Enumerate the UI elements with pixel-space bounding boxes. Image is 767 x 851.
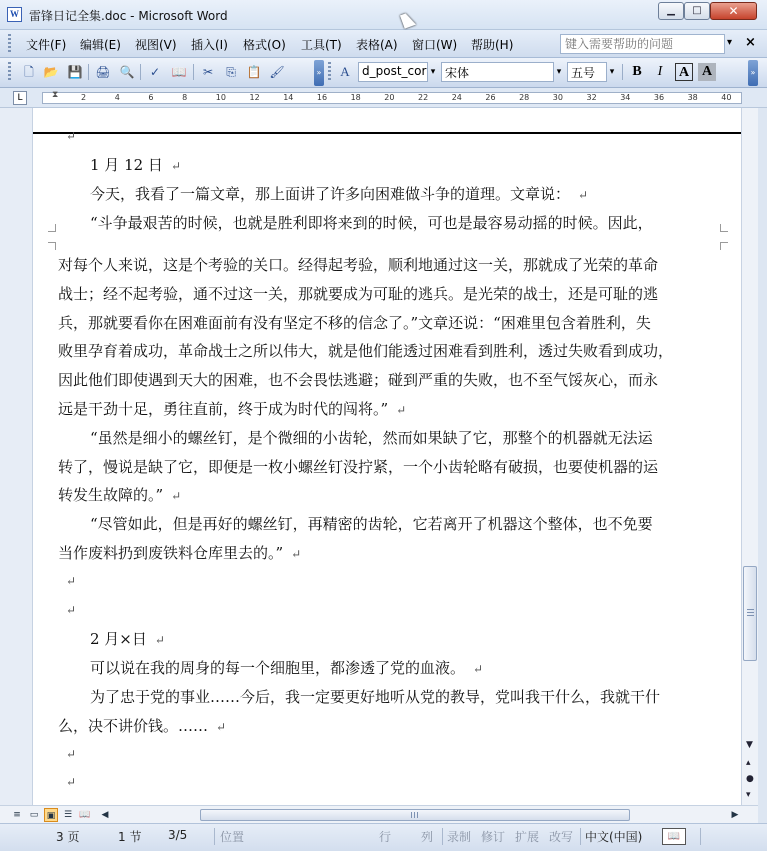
ruler-number: 22	[418, 93, 429, 102]
ruler-number: 4	[114, 93, 120, 102]
document-line	[90, 427, 653, 448]
style-combo[interactable]: d_post_cor	[358, 62, 428, 82]
scroll-right-icon[interactable]: ▶	[731, 810, 739, 820]
status-language[interactable]: 中文(中国)	[585, 830, 643, 844]
ruler-number: 36	[653, 93, 665, 102]
ruler-numbers	[43, 93, 741, 103]
format-painter-icon[interactable]: 🖌	[269, 65, 285, 79]
vertical-scroll-thumb[interactable]	[743, 566, 757, 661]
scroll-down-icon[interactable]: ▼	[746, 740, 753, 750]
line-text: 兵，那就要看你在困难面前有没有坚定不移的信念了。”文章还说：“困难里包含着胜利，失	[58, 313, 651, 332]
select-browse-object-icon[interactable]: ●	[746, 774, 754, 784]
menu-table[interactable]: 表格(A)	[356, 38, 398, 52]
document-line	[58, 340, 673, 361]
page-corner-mark	[720, 224, 728, 232]
font-size-dropdown-icon[interactable]: ▾	[609, 67, 615, 77]
ruler-number: 10	[215, 93, 226, 102]
help-dropdown-icon[interactable]: ▾	[727, 37, 733, 48]
status-separator	[214, 828, 215, 845]
paragraph-mark-icon: ↵	[66, 602, 77, 617]
open-icon[interactable]: 📂	[43, 65, 59, 79]
document-line	[90, 183, 588, 204]
line-text: 远是干劲十足，勇往直前，终于成为时代的闯将。”	[58, 400, 389, 418]
tab-stop-selector[interactable]: L	[13, 91, 27, 105]
document-line	[58, 715, 226, 736]
status-separator	[442, 828, 443, 845]
reading-layout-icon[interactable]: 📖	[79, 810, 91, 820]
document-line	[90, 628, 165, 649]
line-text: 2 月×日	[90, 630, 147, 649]
normal-view-icon[interactable]: ≡	[13, 810, 21, 820]
status-section[interactable]: 1 节	[118, 830, 142, 844]
ruler-number: 8	[182, 93, 188, 102]
line-text: 可以说在我的周身的每一个细胞里，都渗透了党的血液。	[90, 659, 466, 678]
menu-window[interactable]: 窗口(W)	[412, 38, 458, 52]
status-record[interactable]: 录制	[447, 830, 472, 844]
status-line[interactable]: 行	[379, 830, 392, 844]
styles-formatting-icon[interactable]: A	[340, 64, 350, 79]
ruler-number: 6	[148, 93, 154, 102]
outline-view-icon[interactable]: ☰	[63, 810, 73, 820]
status-extend[interactable]: 扩展	[515, 830, 540, 844]
paste-icon[interactable]: 📋	[246, 65, 262, 79]
document-line	[58, 772, 76, 790]
document-line	[58, 571, 76, 589]
ruler-number: 20	[384, 93, 395, 102]
character-shading-button[interactable]: A	[698, 63, 716, 81]
menu-grip-icon[interactable]	[8, 34, 11, 52]
line-text: 败里孕育着成功，革命战士之所以伟大，就是他们能透过困难看到胜利，透过失败看到成功，	[58, 342, 674, 361]
paragraph-mark-icon: ↵	[396, 403, 407, 417]
menu-insert[interactable]: 插入(I)	[191, 38, 228, 52]
style-dropdown-icon[interactable]: ▾	[430, 67, 436, 77]
status-separator	[700, 828, 701, 845]
paragraph-mark-icon: ↵	[66, 129, 77, 143]
menu-view[interactable]: 视图(V)	[135, 38, 177, 52]
document-line	[58, 484, 181, 505]
page-corner-mark	[48, 224, 56, 232]
menu-file[interactable]: 文件(F)	[26, 38, 67, 52]
paragraph-mark-icon: ↵	[291, 547, 302, 561]
document-line	[58, 312, 651, 333]
document-line	[58, 398, 406, 419]
ruler-number: 34	[620, 93, 631, 102]
font-dropdown-icon[interactable]: ▾	[556, 67, 562, 77]
ruler-number: 26	[485, 93, 496, 102]
ruler-number: 32	[586, 93, 597, 102]
maximize-button[interactable]: □	[684, 2, 710, 20]
vertical-scrollbar[interactable]	[741, 108, 758, 805]
line-text: 1 月 12 日	[90, 156, 163, 174]
title-bar	[0, 0, 767, 30]
document-line	[58, 456, 658, 477]
ruler-bar	[0, 88, 767, 108]
toolbar	[0, 58, 767, 88]
line-text: “斗争最艰苦的时候，也就是胜利即将来到的时候，可也是最容易动摇的时候。因此，	[90, 214, 653, 232]
document-left-margin	[0, 108, 33, 805]
character-border-button[interactable]: A	[675, 63, 693, 81]
horizontal-scrollbar[interactable]	[0, 805, 758, 823]
ruler-number: 28	[519, 93, 530, 102]
font-size-combo[interactable]: 五号	[567, 62, 607, 82]
research-icon[interactable]: 📖	[171, 65, 187, 79]
cut-icon[interactable]: ✂	[202, 65, 214, 79]
ruler-number: 16	[316, 93, 328, 102]
line-text: 战士；经不起考验，通不过这一关，那就要成为可耻的逃兵。是光荣的战士，还是可耻的逃	[58, 284, 659, 303]
document-line	[58, 744, 76, 762]
print-preview-icon[interactable]: 🔍	[119, 65, 135, 79]
scroll-grip-icon	[411, 812, 420, 818]
status-position[interactable]: 位置	[220, 830, 245, 844]
italic-button[interactable]: I	[657, 64, 663, 79]
ruler-number: 2	[81, 93, 87, 102]
format-toolbar-options-button[interactable]: »	[748, 60, 758, 86]
line-text: 当作废料扔到废铁料仓库里去的。”	[58, 544, 284, 562]
spelling-icon[interactable]: ✓	[149, 65, 161, 79]
ruler-number: 30	[552, 93, 563, 102]
document-line	[90, 686, 660, 707]
document-line	[58, 283, 658, 304]
toolbar-separator	[193, 64, 194, 80]
new-icon[interactable]: 🗋	[24, 65, 34, 79]
line-text: 么，决不讲价钱。……	[58, 716, 209, 735]
previous-page-icon[interactable]: ▴	[746, 758, 751, 768]
line-text: “尽管如此，但是再好的螺丝钉，再精密的齿轮，它若离开了机器这个整体，也不免要	[90, 515, 653, 534]
page-break-line	[33, 132, 741, 134]
menu-bar	[0, 30, 767, 58]
toolbar-separator	[622, 64, 623, 80]
document-line	[90, 212, 653, 233]
paragraph-mark-icon: ↵	[66, 775, 77, 790]
ruler-number: 38	[687, 93, 698, 102]
document-line	[90, 513, 653, 534]
document-line	[90, 657, 483, 678]
paragraph-mark-icon: ↵	[170, 159, 181, 173]
page-corner-mark	[48, 242, 56, 250]
status-page[interactable]: 3 页	[56, 830, 80, 844]
toolbar-separator	[88, 64, 89, 80]
spelling-status-icon[interactable]: 📖	[662, 828, 686, 845]
document-line	[58, 600, 76, 618]
window-title: 雷锋日记全集.doc - Microsoft Word	[29, 9, 228, 23]
font-combo[interactable]: 宋体	[441, 62, 554, 82]
ruler-number: 12	[249, 93, 260, 102]
close-button[interactable]: ✕	[710, 2, 757, 20]
paragraph-mark-icon: ↵	[473, 662, 484, 677]
paragraph-mark-icon: ↵	[154, 633, 165, 648]
horizontal-ruler[interactable]	[42, 92, 742, 104]
paragraph-mark-icon: ↵	[66, 746, 77, 761]
document-line	[90, 154, 181, 175]
document-line	[58, 126, 76, 144]
paragraph-mark-icon: ↵	[578, 188, 589, 202]
ruler-number: 18	[350, 93, 361, 102]
save-icon[interactable]: 💾	[67, 65, 83, 79]
close-document-button[interactable]: ×	[745, 35, 756, 50]
help-search-input[interactable]	[560, 34, 725, 54]
status-bar	[0, 823, 767, 851]
print-icon[interactable]: 🖨	[95, 65, 111, 79]
minimize-button[interactable]: ▁	[658, 2, 684, 20]
line-text: 为了忠于党的事业……今后，我一定要更好地听从党的教导，党叫我干什么，我就干什	[90, 688, 661, 706]
status-separator	[580, 828, 581, 845]
ruler-number: 14	[283, 93, 294, 102]
ruler-number: 24	[451, 93, 462, 102]
word-app-icon[interactable]: W	[7, 7, 22, 22]
paragraph-mark-icon: ↵	[171, 489, 182, 504]
scroll-grip-icon	[747, 609, 754, 617]
line-text: 转了，慢说是缺了它，即便是一枚小螺丝钉没拧紧，一个小齿轮略有破损，也要使机器的运	[58, 457, 659, 476]
paragraph-mark-icon: ↵	[216, 719, 227, 734]
web-layout-icon[interactable]: ▭	[29, 810, 39, 820]
line-text: “虽然是细小的螺丝钉，是个微细的小齿轮，然而如果缺了它，那整个的机器就无法运	[90, 428, 653, 447]
copy-icon[interactable]: ⎘	[226, 65, 236, 79]
page-corner-mark	[720, 242, 728, 250]
document-line	[58, 254, 658, 275]
bold-button[interactable]: B	[632, 64, 642, 79]
status-overwrite[interactable]: 改写	[549, 830, 574, 844]
document-line	[58, 369, 658, 390]
line-text: 转发生故障的。”	[58, 486, 164, 505]
line-text: 因此他们即使遇到天大的困难，也不会畏怯逃避；碰到严重的失败，也不至气馁灰心，而永	[58, 371, 659, 390]
menu-format[interactable]: 格式(O)	[243, 38, 286, 52]
print-layout-icon[interactable]: ▣	[44, 808, 58, 822]
horizontal-scroll-thumb[interactable]	[200, 809, 630, 821]
status-revision[interactable]: 修订	[481, 830, 506, 844]
next-page-icon[interactable]: ▾	[746, 790, 751, 800]
toolbar-grip-icon[interactable]	[8, 62, 11, 80]
line-text: 今天，我看了一篇文章，那上面讲了许多向困难做斗争的道理。文章说：	[90, 185, 571, 203]
menu-help[interactable]: 帮助(H)	[471, 38, 514, 52]
status-column[interactable]: 列	[421, 830, 434, 844]
toolbar-options-button[interactable]: »	[314, 60, 324, 86]
paragraph-mark-icon: ↵	[66, 573, 77, 588]
document-line	[58, 542, 301, 563]
ruler-number: 40	[721, 93, 732, 102]
menu-edit[interactable]: 编辑(E)	[80, 38, 121, 52]
menu-tools[interactable]: 工具(T)	[301, 38, 342, 52]
indent-marker-icon[interactable]: ⧗	[52, 90, 59, 100]
status-page-of[interactable]: 3/5	[168, 828, 188, 842]
format-toolbar-grip-icon[interactable]	[328, 62, 331, 80]
line-text: 对每个人来说，这是个考验的关口。经得起考验，顺利地通过这一关，那就成了光荣的革命	[58, 256, 659, 274]
toolbar-separator	[140, 64, 141, 80]
scroll-left-icon[interactable]: ◀	[101, 810, 109, 820]
